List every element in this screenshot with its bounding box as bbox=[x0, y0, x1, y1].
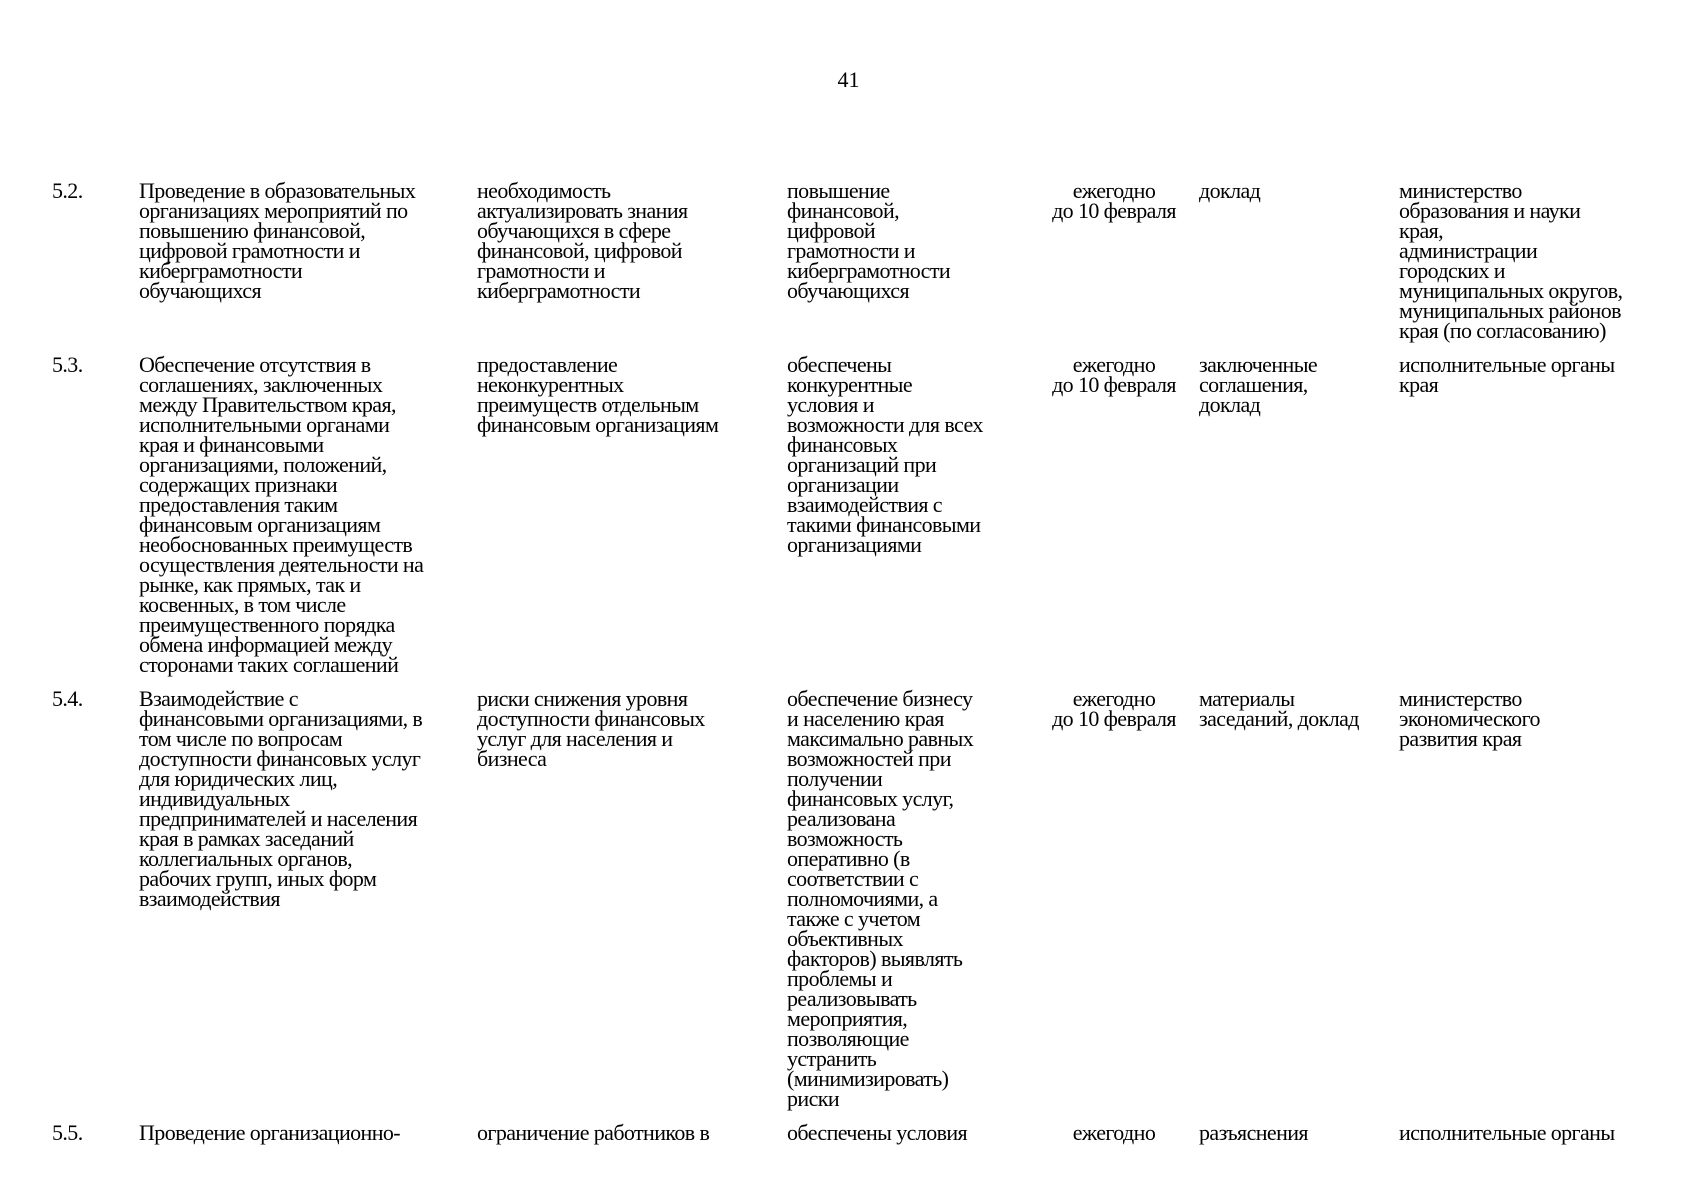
row-number: 5.2. bbox=[52, 178, 83, 203]
result-cell: повышение финансовой, цифровой грамотности и киберграмотности обучающихся bbox=[787, 178, 951, 303]
form-cell: доклад bbox=[1199, 178, 1261, 203]
term-cell: ежегодно до 10 февраля bbox=[1052, 686, 1176, 731]
event-cell: Проведение в образовательных организациях мероприятий по повышению финансовой, цифровой грамотности и киберграмотности обучающихся bbox=[139, 178, 416, 303]
term-cell: ежегодно bbox=[1072, 1120, 1156, 1145]
result-cell: обеспечение бизнесу и населению края максимально равных возможностей при получении финансовых услуг, реализована возможность оперативно (в соответствии с полномочиями, а также с учетом объективных факторов) выявлять проблемы и реализовывать мероприятия, позволяющие устранить (минимизировать) риски bbox=[787, 686, 974, 1111]
reason-cell: ограничение работников в bbox=[477, 1120, 710, 1145]
event-cell: Обеспечение отсутствия в соглашениях, заключенных между Правительством края, исполнительными органами края и финансовыми организациями, положений, содержащих признаки предоставления таким финансовым организациям необоснованных преимуществ осуществления деятельности на рынке, как прямых, так и косвенных, в том числе преимущественного порядка обмена информацией между сторонами таких соглашений bbox=[139, 352, 424, 677]
reason-cell: риски снижения уровня доступности финансовых услуг для населения и бизнеса bbox=[477, 686, 705, 771]
form-cell: материалы заседаний, доклад bbox=[1199, 686, 1359, 731]
event-cell: Взаимодействие с финансовыми организациями, в том числе по вопросам доступности финансовых услуг для юридических лиц, индивидуальных предпринимателей и населения края в рамках заседаний коллегиальных органов, рабочих групп, иных форм взаимодействия bbox=[139, 686, 423, 911]
row-number: 5.3. bbox=[52, 352, 83, 377]
responsible-cell: министерство образования и науки края, администрации городских и муниципальных округов, муниципальных районов края (по согласованию) bbox=[1399, 178, 1623, 343]
row-number: 5.5. bbox=[52, 1120, 83, 1145]
table-row bbox=[52, 1123, 1652, 1143]
result-cell: обеспечены условия bbox=[787, 1120, 968, 1145]
reason-cell: предоставление неконкурентных преимуществ отдельным финансовым организациям bbox=[477, 352, 719, 437]
responsible-cell: исполнительные органы края bbox=[1399, 352, 1615, 397]
table-row bbox=[52, 689, 1652, 1123]
responsible-cell: министерство экономического развития края bbox=[1399, 686, 1540, 751]
measures-table bbox=[52, 178, 1652, 1145]
page-number: 41 bbox=[837, 67, 860, 92]
reason-cell: необходимость актуализировать знания обучающихся в сфере финансовой, цифровой грамотности и киберграмотности bbox=[477, 178, 688, 303]
term-cell: ежегодно до 10 февраля bbox=[1052, 178, 1176, 223]
term-cell: ежегодно до 10 февраля bbox=[1052, 352, 1176, 397]
row-number: 5.4. bbox=[52, 686, 83, 711]
form-cell: заключенные соглашения, доклад bbox=[1199, 352, 1318, 417]
table-row bbox=[52, 355, 1652, 689]
responsible-cell: исполнительные органы bbox=[1399, 1120, 1615, 1145]
result-cell: обеспечены конкурентные условия и возможности для всех финансовых организаций при организации взаимодействия с такими финансовыми организациями bbox=[787, 352, 983, 557]
form-cell: разъяснения bbox=[1199, 1120, 1308, 1145]
event-cell: Проведение организационно- bbox=[139, 1120, 401, 1145]
table-row bbox=[52, 181, 1652, 355]
